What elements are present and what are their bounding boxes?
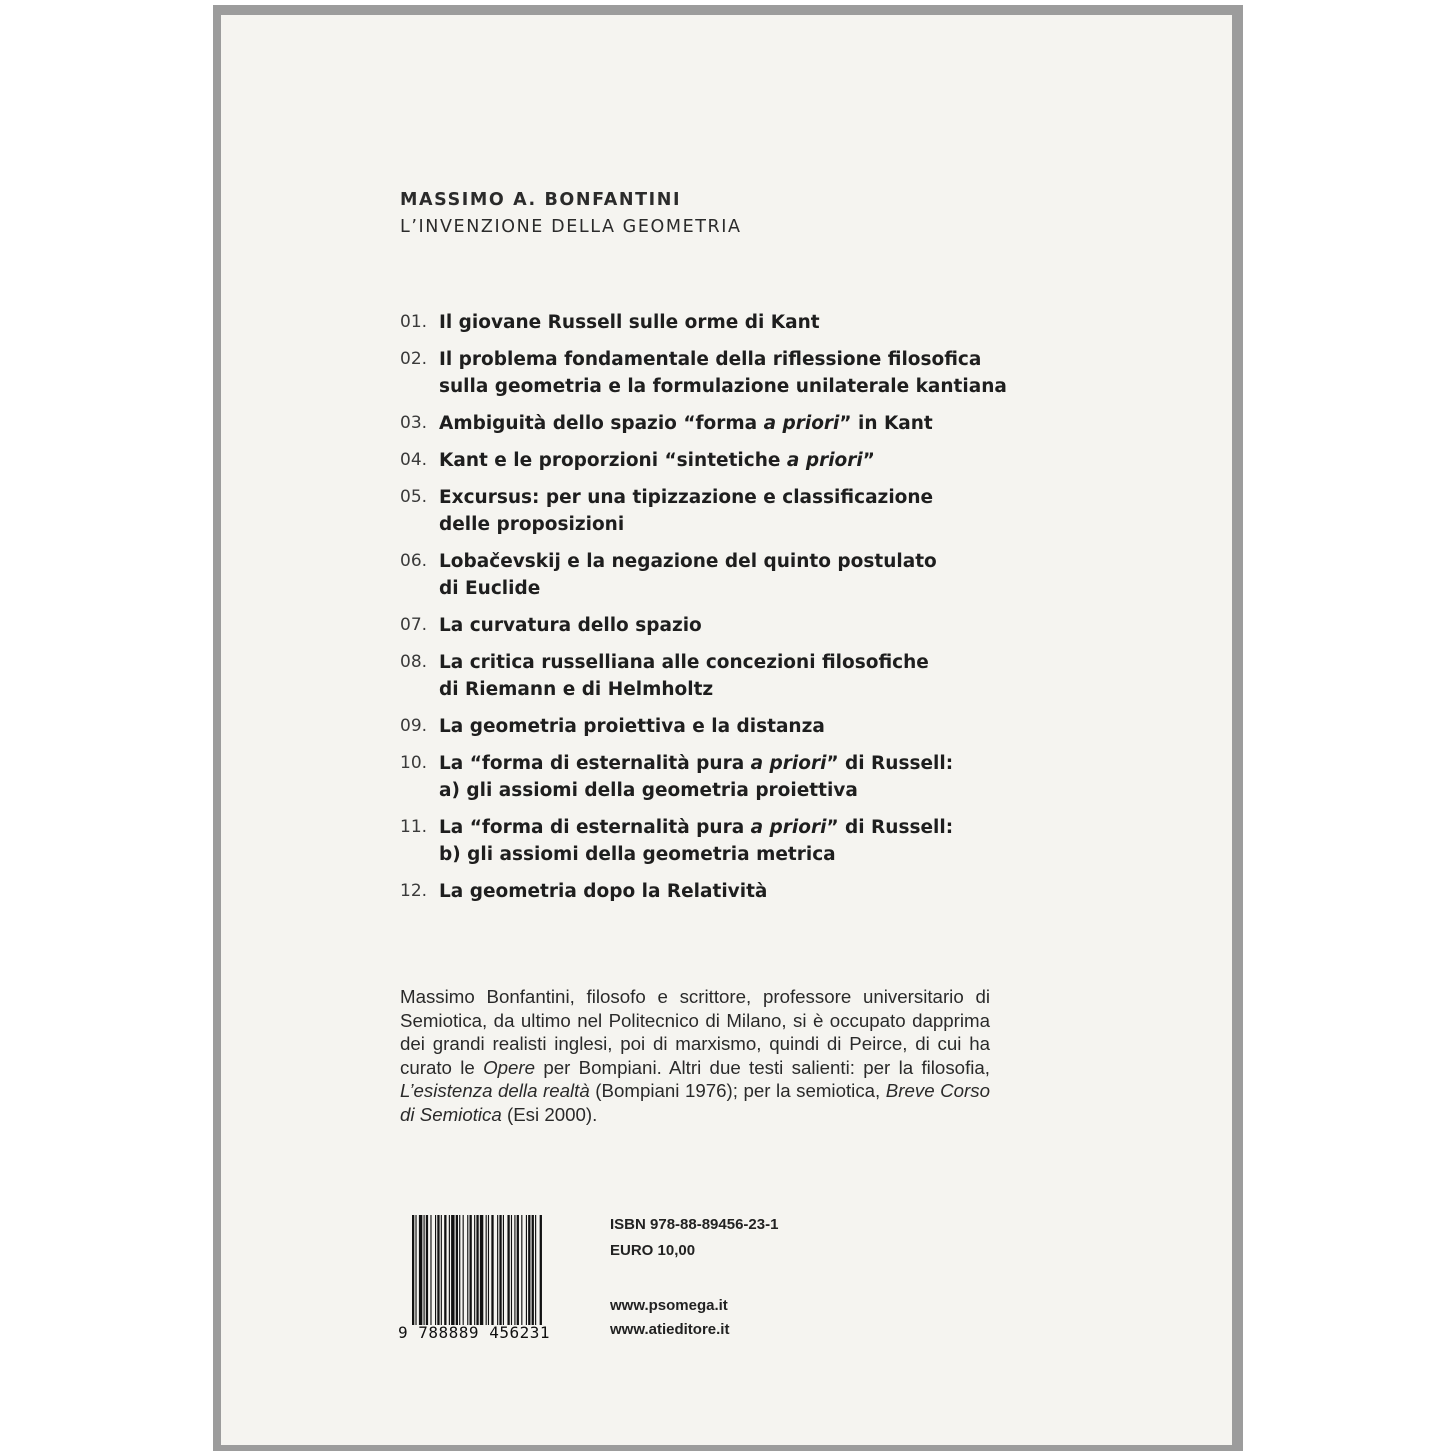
publisher-links (610, 1294, 729, 1342)
bio-text: (Bompiani 1976); per la semiotica, (589, 1080, 886, 1102)
toc-number: 02. (400, 349, 428, 369)
barcode-bar (424, 1215, 425, 1325)
barcode-bar (528, 1215, 530, 1325)
barcode-bar (526, 1215, 527, 1325)
toc-title (439, 750, 953, 804)
bio-text: per Bompiani. Altri due testi salienti: per la filosofia, (535, 1056, 990, 1078)
bio-title-book: Breve Corso di Semiotica (400, 1080, 991, 1125)
toc-line: La critica russelliana alle concezioni filosofiche (439, 652, 929, 673)
barcode-bar (480, 1215, 483, 1325)
barcode-bar (497, 1215, 498, 1325)
toc-title: Il giovane Russell sulle orme di Kant (439, 312, 820, 333)
barcode-bar (412, 1215, 414, 1325)
toc-item (400, 346, 1020, 400)
author-name: MASSIMO A. BONFANTINI (400, 190, 682, 210)
barcode-bar (435, 1215, 436, 1325)
toc-title: La curvatura dello spazio (439, 615, 702, 636)
barcode-bar (486, 1215, 487, 1325)
italic-phrase: a priori (750, 753, 827, 774)
website-link: www.atieditore.it (610, 1321, 730, 1338)
toc-title (439, 548, 937, 602)
barcode-bar (488, 1215, 489, 1325)
bio-text: Massimo Bonfantini, filosofo e scrittore, professore universitario di Semiotica, da ultimo nel Politecnico di Milano, si è occupato dapprima dei grandi realisti inglesi, poi di marxismo, quindi di Peirce, di cui ha curato le (400, 986, 990, 1078)
barcode-bar (503, 1215, 504, 1325)
header-block (400, 187, 742, 241)
toc-line: Excursus: per una tipizzazione e classificazione (439, 487, 934, 508)
toc-item (400, 484, 1020, 538)
toc-item (400, 447, 1020, 474)
toc-title (439, 814, 953, 868)
price-label: EURO 10,00 (610, 1242, 696, 1259)
barcode-bar (521, 1215, 522, 1325)
toc-title (439, 484, 933, 538)
toc-number: 09. (400, 716, 428, 736)
toc-number: 06. (400, 551, 428, 571)
barcode-bar (499, 1215, 501, 1325)
bio-title-opere: Opere (483, 1056, 536, 1078)
toc-item (400, 878, 1020, 905)
toc-item (400, 649, 1020, 703)
toc-number: 07. (400, 615, 428, 635)
toc-title: La geometria dopo la Relatività (439, 881, 768, 902)
toc-title: Kant e le proporzioni “sintetiche a priori” (439, 450, 875, 471)
barcode-bar (426, 1215, 428, 1325)
toc-title: Ambiguità dello spazio “forma a priori” in Kant (439, 413, 933, 434)
barcode-bar (517, 1215, 519, 1325)
barcode-bar (507, 1215, 509, 1325)
barcode-bar (532, 1215, 534, 1325)
barcode-bar (459, 1215, 460, 1325)
toc-line: Il problema fondamentale della riflessione filosofica (439, 349, 982, 370)
barcode-bar (511, 1215, 512, 1325)
toc-line: di Euclide (439, 578, 541, 599)
toc-line: delle proposizioni (439, 514, 625, 535)
toc-item (400, 612, 1020, 639)
author-biography (400, 985, 990, 1127)
barcode-bar (540, 1215, 542, 1325)
toc-number: 01. (400, 312, 428, 332)
barcode-bar (467, 1215, 468, 1325)
toc-line: La “forma di esternalità pura a priori” di Russell: (439, 817, 954, 838)
toc-line: di Riemann e di Helmholtz (439, 679, 714, 700)
toc-item (400, 410, 1020, 437)
barcode-bars (412, 1215, 572, 1325)
website-link: www.psomega.it (610, 1297, 728, 1314)
toc-title (439, 649, 929, 703)
toc-item (400, 548, 1020, 602)
italic-phrase: a priori (786, 450, 863, 471)
barcode-bar (514, 1215, 515, 1325)
toc-number: 05. (400, 487, 428, 507)
toc-line: b) gli assiomi della geometria metrica (439, 844, 836, 865)
barcode-bar (444, 1215, 446, 1325)
italic-phrase: a priori (763, 413, 840, 434)
barcode-bar (441, 1215, 442, 1325)
book-title: L’INVENZIONE DELLA GEOMETRIA (400, 217, 742, 237)
toc-item (400, 713, 1020, 740)
toc-line: La “forma di esternalità pura a priori” di Russell: (439, 753, 954, 774)
toc-number: 10. (400, 753, 428, 773)
barcode-bar (451, 1215, 454, 1325)
toc-line: a) gli assiomi della geometria proiettiva (439, 780, 858, 801)
toc-item (400, 814, 1020, 868)
toc-line: Lobačevskij e la negazione del quinto postulato (439, 551, 937, 572)
bio-text: (Esi 2000). (501, 1103, 598, 1125)
barcode-bar (463, 1215, 464, 1325)
bio-title-book: L’esistenza della realtà (400, 1080, 590, 1102)
barcode-bar (456, 1215, 458, 1325)
toc-number: 08. (400, 652, 428, 672)
barcode-bar (491, 1215, 493, 1325)
barcode-bar (470, 1215, 472, 1325)
barcode-bar (415, 1215, 416, 1325)
barcode (398, 1215, 573, 1343)
barcode-bar (449, 1215, 450, 1325)
toc-number: 11. (400, 817, 428, 837)
toc-title: La geometria proiettiva e la distanza (439, 716, 825, 737)
toc-title (439, 346, 1007, 400)
barcode-bar (535, 1215, 536, 1325)
toc-number: 03. (400, 413, 428, 433)
publication-info (610, 1212, 778, 1264)
isbn-label: ISBN 978-88-89456-23-1 (610, 1216, 779, 1233)
barcode-bar (419, 1215, 422, 1325)
toc-line: sulla geometria e la formulazione unilaterale kantiana (439, 376, 1007, 397)
toc-item (400, 309, 1020, 336)
toc-item (400, 750, 1020, 804)
barcode-digits: 9 788889 456231 (398, 1323, 550, 1342)
barcode-bar (430, 1215, 431, 1325)
barcode-bar (437, 1215, 439, 1325)
italic-phrase: a priori (750, 817, 827, 838)
toc-number: 12. (400, 881, 428, 901)
barcode-bar (474, 1215, 475, 1325)
barcode-bar (476, 1215, 478, 1325)
table-of-contents (400, 309, 1020, 915)
toc-number: 04. (400, 450, 428, 470)
